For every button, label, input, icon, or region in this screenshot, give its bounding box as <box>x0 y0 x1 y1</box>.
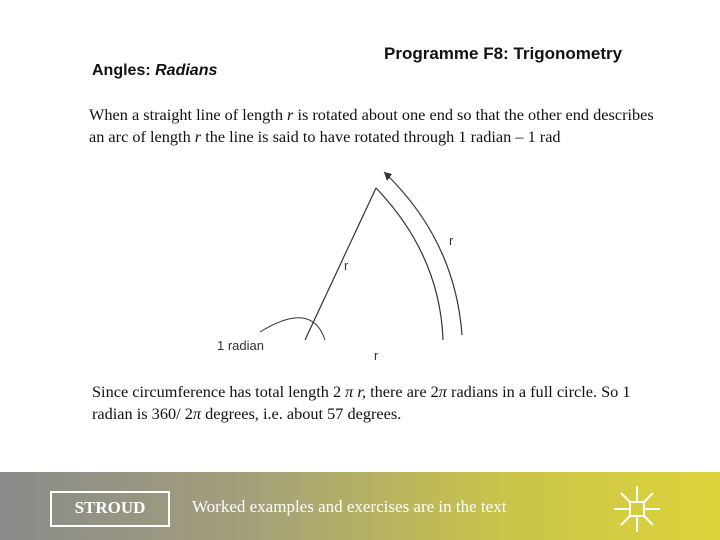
outer-arc <box>384 172 462 335</box>
stroud-brand-box: STROUD <box>50 491 170 527</box>
intro-text-1: When a straight line of length <box>89 105 288 124</box>
intro-paragraph <box>89 104 669 147</box>
summary-text-1: Since circumference has total length 2 <box>92 382 346 401</box>
summary-pi-3: π <box>192 403 202 423</box>
intro-text-3: the line is said to have rotated through 1 radian – 1 rad <box>201 126 561 146</box>
summary-paragraph <box>92 381 652 424</box>
intro-text-2: is rotated about one end so that the other end describes an arc of length <box>89 105 654 146</box>
summary-text-2: there are 2 <box>366 382 439 401</box>
summary-var-r: r, <box>353 382 367 401</box>
summary-pi-2: π <box>438 382 447 401</box>
radian-diagram <box>200 160 490 370</box>
section-topic: Radians <box>155 62 218 79</box>
intro-var-r-2: r <box>194 126 202 146</box>
base-label: r <box>374 348 379 363</box>
arc-label: r <box>449 233 454 248</box>
intro-var-r-1: r <box>287 105 294 124</box>
arc-arrowhead <box>384 172 392 181</box>
footer-note: Worked examples and exercises are in the text <box>192 497 507 516</box>
section-title <box>92 62 217 80</box>
summary-text-4: degrees, i.e. about 57 degrees. <box>201 403 402 423</box>
angle-arc <box>260 318 325 340</box>
angle-label: 1 radian <box>217 338 264 353</box>
inner-arc <box>376 188 443 340</box>
programme-title: Programme F8: Trigonometry <box>384 44 623 63</box>
compass-star-icon <box>612 484 662 534</box>
summary-text-3: radians in a full circle. So 1 radian is 360/ 2 <box>92 382 631 423</box>
summary-pi-1: π <box>345 382 354 401</box>
radius-line-label: r <box>344 258 349 273</box>
section-label: Angles: <box>92 62 151 79</box>
rotated-radius-line <box>305 188 376 340</box>
footer-bar <box>0 472 720 540</box>
